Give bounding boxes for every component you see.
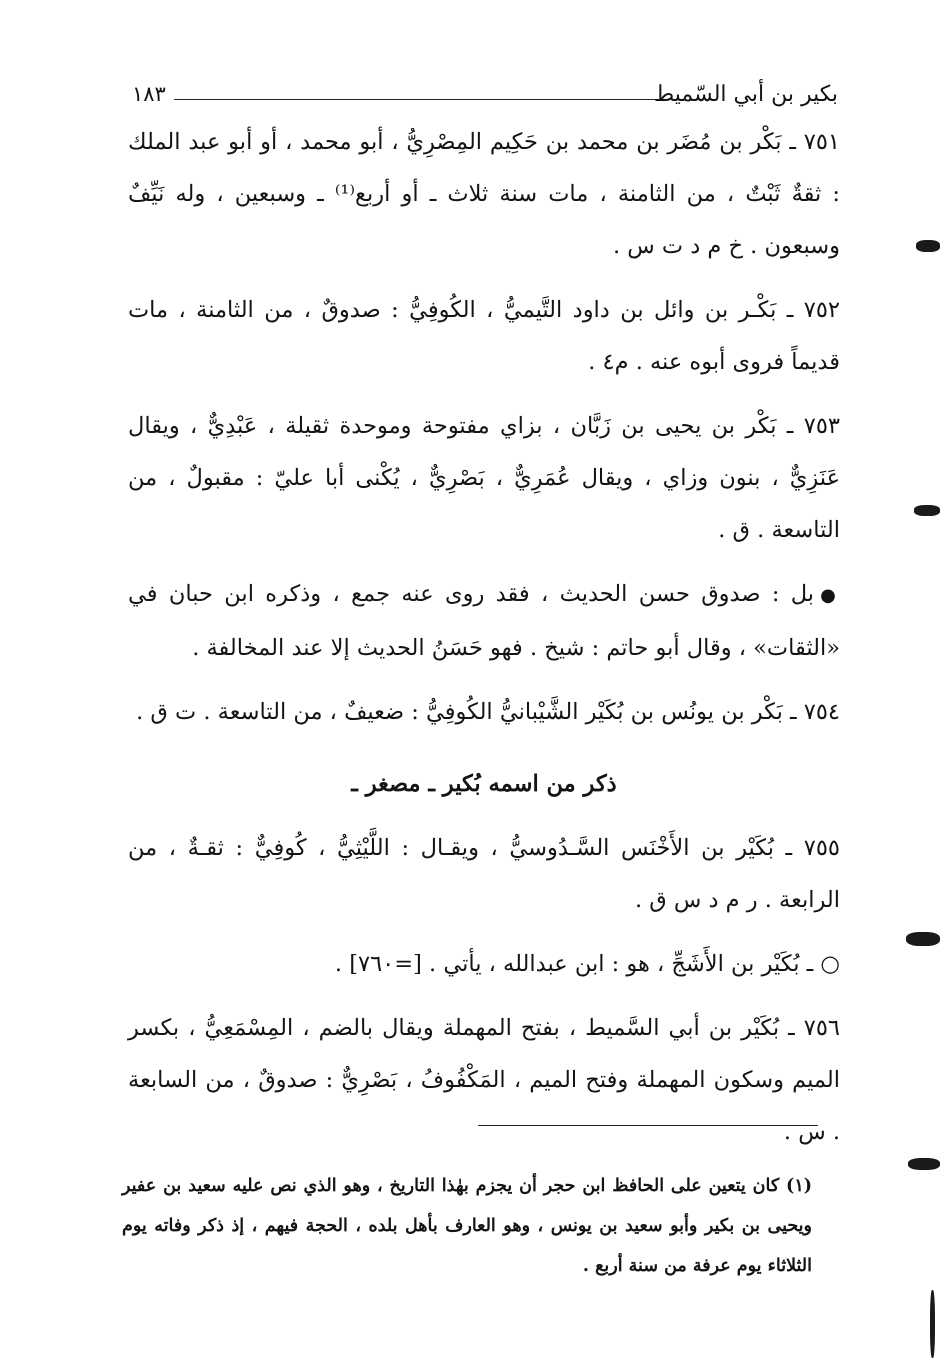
entry-755: ٧٥٥ ـ بُكَيْر بن الأَخْنَس السَّـدُوسيُّ ، ويقـال : اللَّيْثِيُّ ، كُوفِيٌّ : ثقـةٌ ، من الرابعة . ر م د س ق . xyxy=(128,835,840,913)
scan-edge-mark xyxy=(914,505,940,516)
footnote: (١) كان يتعين على الحافظ ابن حجر أن يجزم بهٰذا التاريخ ، وهو الذي نص عليه سعيد بن عفير ويحيى بن بكير وأبو سعيد بن يونس ، وهو العارف بأهل بلده ، الحجة فيهم ، إذ ذكر وفاته يوم الثلاثاء يوم عرفة من سنة أربع . xyxy=(122,1175,812,1276)
running-title: بكير بن أبي السّميط xyxy=(653,82,838,107)
scan-edge-mark xyxy=(906,932,940,946)
entry-751: ٧٥١ ـ بَكْر بن مُضَر بن محمد بن حَكِيم المِصْرِيُّ ، أبو محمد ، أو أبو عبد الملك : ثقةٌ ثَبْتٌ ، من الثامنة ، مات سنة ثلاث ـ أو أربع⁽¹⁾ ـ وسبعين ، وله نَيِّفٌ وسبعون . خ م د ت س . xyxy=(128,129,841,259)
bullet-icon: ● xyxy=(820,585,840,606)
header-rule xyxy=(174,99,656,100)
entry-752: ٧٥٢ ـ بَكْـر بن وائل بن داود التَّيميُّ ، الكُوفِيُّ : صدوقٌ ، من الثامنة ، مات قديماً فروى أبوه عنه . م٤ . xyxy=(128,297,840,375)
section-heading: ذكر من اسمه بُكير ـ مصغر ـ xyxy=(351,771,617,797)
entry-753: ٧٥٣ ـ بَكْر بن يحيى بن زَبَّان ، بزاي مفتوحة وموحدة ثقيلة ، عَبْدِيٌّ ، ويقال عَنَزِيٌّ ، بنون وزاي ، ويقال عُمَرِيٌّ ، بَصْرِيٌّ ، يُكْنى أبا عليّ : مقبولٌ ، من التاسعة . ق . xyxy=(128,413,840,543)
entry-754: ٧٥٤ ـ بَكْر بن يونُس بن بُكَيْر الشَّيْبانيُّ الكُوفِيُّ : ضعيفٌ ، من التاسعة . ت ق . xyxy=(136,699,840,725)
cross-reference-entry: ○ ـ بُكَيْر بن الأَشَجِّ ، هو : ابن عبدالله ، يأتي . [=٧٦٠] . xyxy=(334,951,840,977)
entry-756: ٧٥٦ ـ بُكَيْر بن أبي السَّميط ، بفتح المهملة ويقال بالضم ، المِسْمَعِيُّ ، بكسر الميم وسكون المهملة وفتح الميم ، المَكْفُوفُ ، بَصْرِيٌّ : صدوقٌ ، من السابعة . س . xyxy=(128,1015,840,1145)
main-text xyxy=(128,116,840,1158)
remark-text: بل : صدوق حسن الحديث ، فقد روى عنه جمع ، وذكره ابن حبان في «الثقات» ، وقال أبو حاتم : شيخ . فهو حَسَنُ الحديث إلا عند المخالفة . xyxy=(128,581,840,661)
running-header xyxy=(132,76,838,116)
page-number: ١٨٣ xyxy=(132,82,166,106)
scan-edge-mark xyxy=(916,240,940,252)
editor-remark xyxy=(128,568,840,674)
footnote-rule xyxy=(478,1125,818,1126)
scan-edge-mark xyxy=(908,1158,940,1170)
scan-edge-mark xyxy=(930,1290,935,1358)
